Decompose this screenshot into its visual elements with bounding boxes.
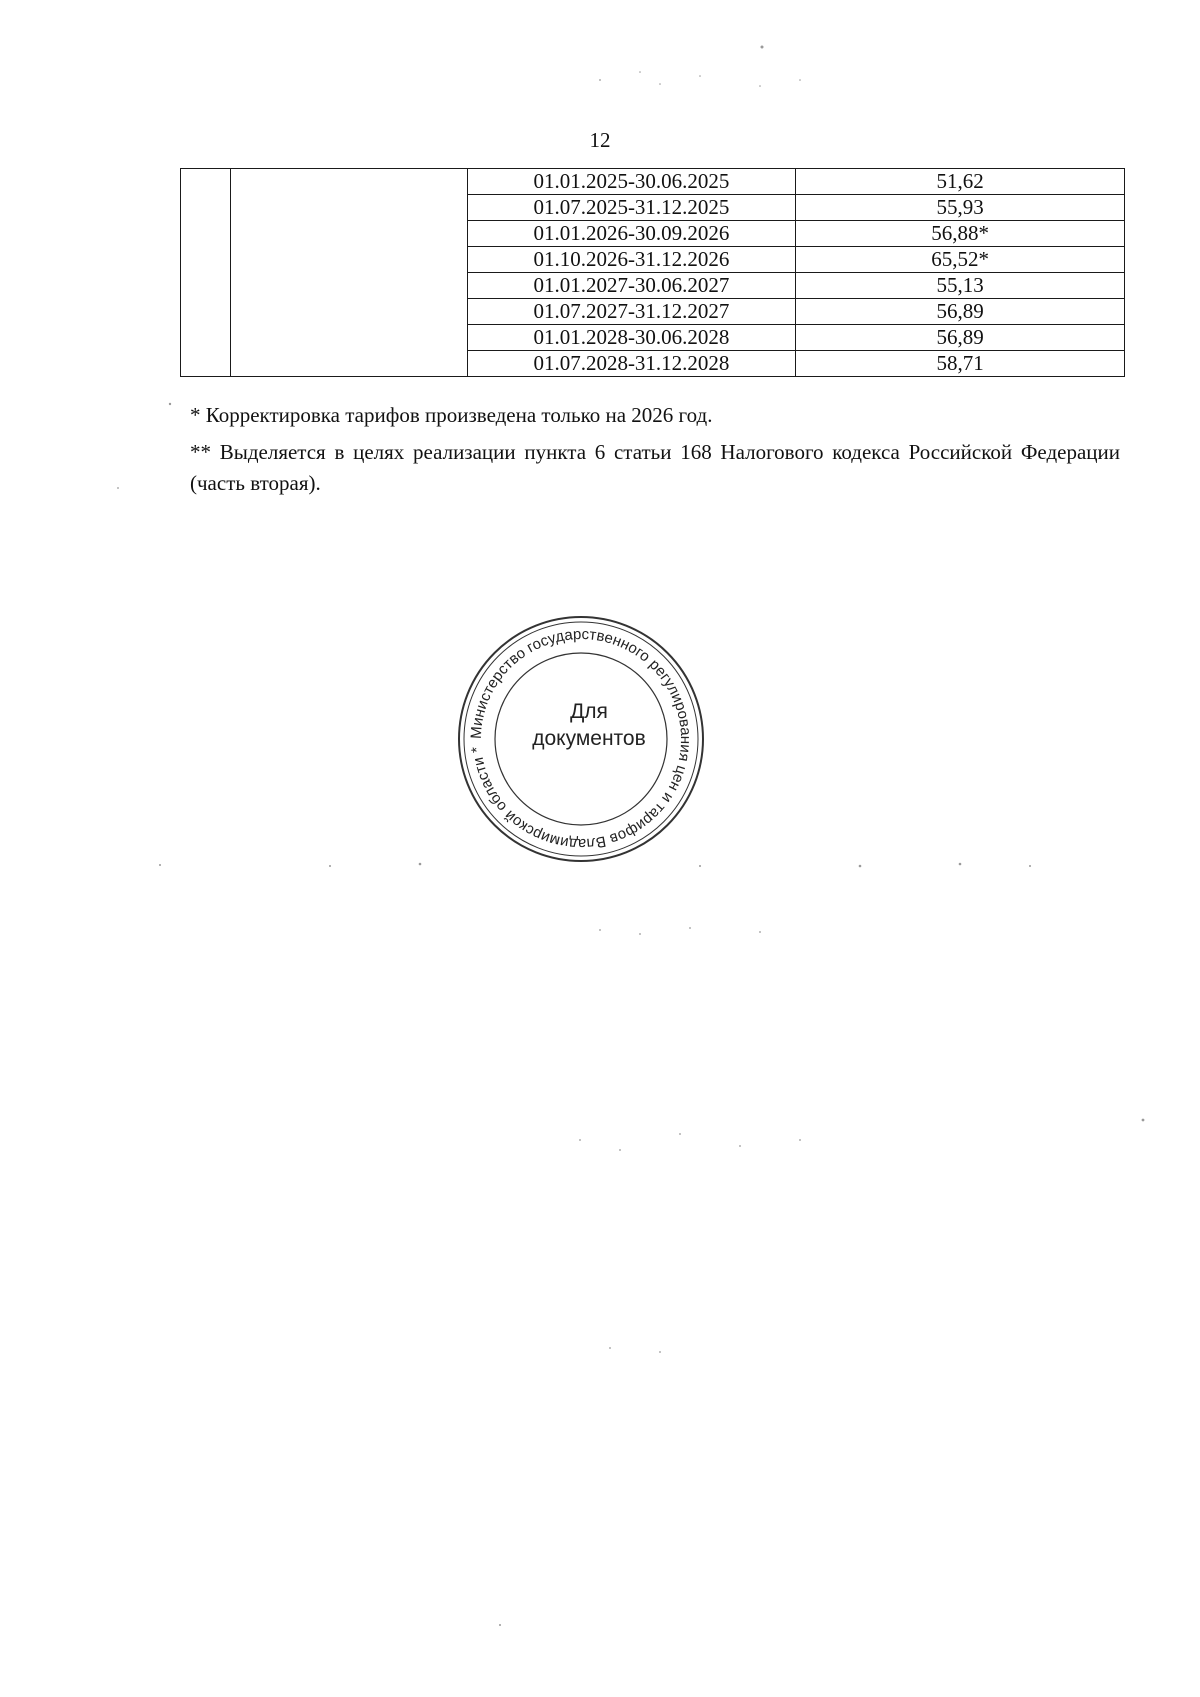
table-cell-period: 01.01.2028-30.06.2028 [467, 325, 796, 351]
table-cell-number [181, 169, 231, 377]
table-cell-value: 58,71 [796, 351, 1125, 377]
tariff-table [180, 168, 1125, 377]
footnote-tax-code: ** Выделяется в целях реализации пункта 6 статьи 168 Налогового кодекса Российской Федерации (часть вторая). [190, 440, 1120, 495]
table-cell-value: 56,89 [796, 325, 1125, 351]
table-cell-period: 01.07.2027-31.12.2027 [467, 299, 796, 325]
table-cell-period: 01.07.2025-31.12.2025 [467, 195, 796, 221]
page-number: 12 [589, 128, 611, 152]
footnote-tariff-correction: * Корректировка тарифов произведена только на 2026 год. [190, 403, 713, 427]
table-cell-value: 55,93 [796, 195, 1125, 221]
table-cell-value: 55,13 [796, 273, 1125, 299]
table-cell-value: 56,88* [796, 221, 1125, 247]
table-cell-description [231, 169, 468, 377]
stamp-center-line-2: документов [532, 727, 646, 750]
stamp-ring-text: Министерство государственного регулирования цен и тарифов Владимирской области * [467, 625, 695, 853]
table-cell-value: 56,89 [796, 299, 1125, 325]
stamp-center-line-1: Для [570, 700, 608, 723]
table-cell-period: 01.01.2027-30.06.2027 [467, 273, 796, 299]
table-cell-period: 01.10.2026-31.12.2026 [467, 247, 796, 273]
table-cell-value: 51,62 [796, 169, 1125, 195]
table-cell-value: 65,52* [796, 247, 1125, 273]
table-row [181, 169, 1125, 195]
table-cell-period: 01.07.2028-31.12.2028 [467, 351, 796, 377]
table-cell-period: 01.01.2025-30.06.2025 [467, 169, 796, 195]
table-cell-period: 01.01.2026-30.09.2026 [467, 221, 796, 247]
